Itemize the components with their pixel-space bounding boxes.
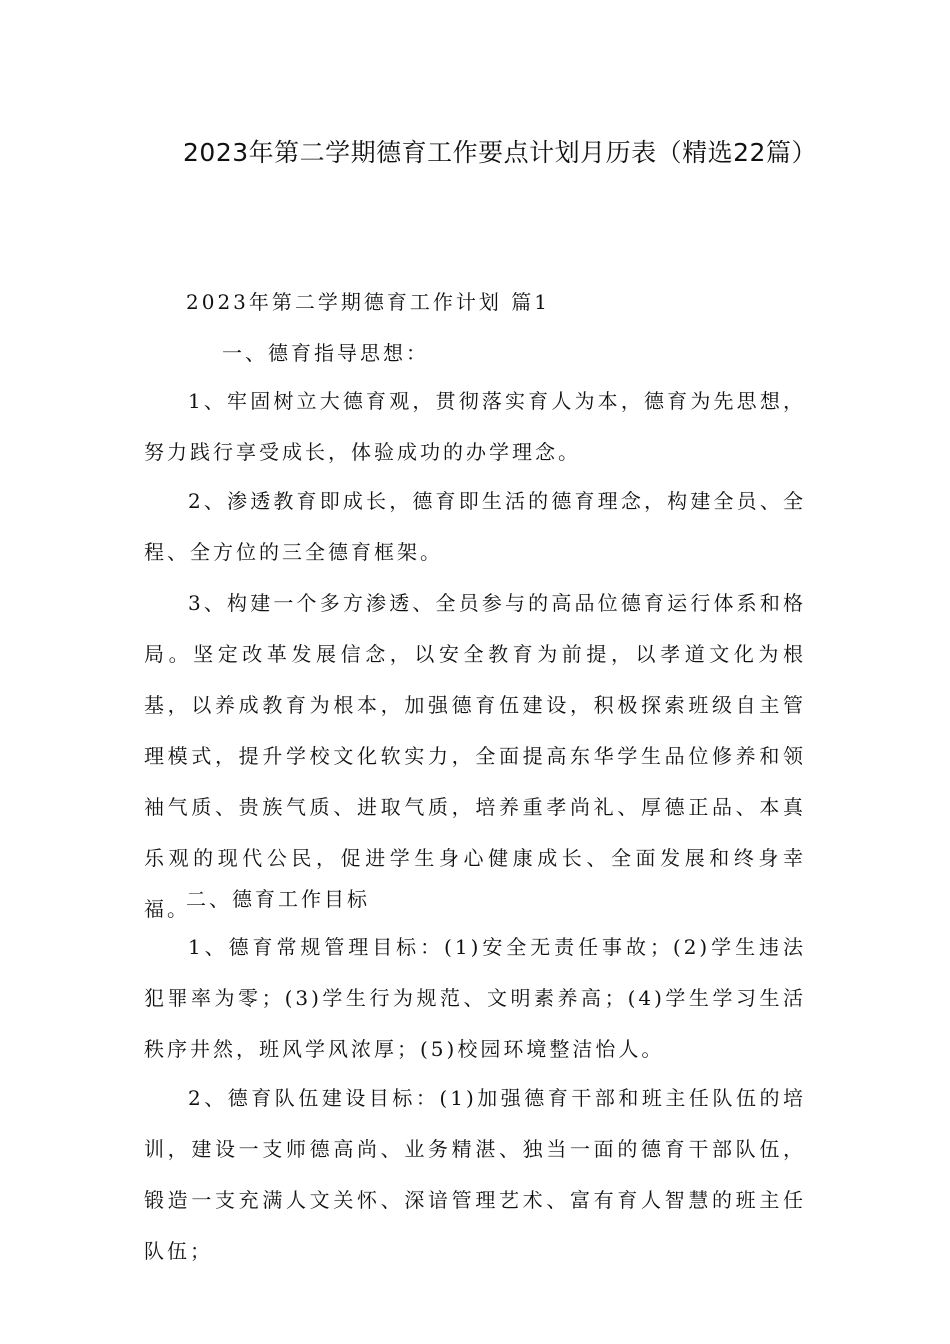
section-heading-guiding-thought: 一、德育指导思想：: [222, 341, 429, 365]
section-heading-work-goals: 二、德育工作目标: [186, 887, 370, 911]
paragraph-4: 1、德育常规管理目标：(1)安全无责任事故；(2)学生违法犯罪率为零；(3)学生行为规范、文明素养高；(4)学生学习生活秩序井然，班风学风浓厚；(5)校园环境整洁怡人。: [144, 935, 806, 1061]
paragraph-1: 1、牢固树立大德育观，贯彻落实育人为本，德育为先思想，努力践行享受成长，体验成功的办学理念。: [144, 389, 806, 464]
document-title: 2023年第二学期德育工作要点计划月历表（精选22篇）: [183, 138, 817, 167]
paragraph-2: 2、渗透教育即成长，德育即生活的德育理念，构建全员、全程、全方位的三全德育框架。: [144, 489, 806, 564]
plan-subtitle: 2023年第二学期德育工作计划 篇1: [186, 290, 550, 314]
paragraph-5: 2、德育队伍建设目标：(1)加强德育干部和班主任队伍的培训，建设一支师德高尚、业务精湛、独当一面的德育干部队伍，锻造一支充满人文关怀、深谙管理艺术、富有育人智慧的班主任队伍；: [144, 1086, 806, 1263]
paragraph-3: 3、构建一个多方渗透、全员参与的高品位德育运行体系和格局。坚定改革发展信念，以安全教育为前提，以孝道文化为根基，以养成教育为根本，加强德育伍建设，积极探索班级自主管理模式，提升学校文化软实力，全面提高东华学生品位修养和领袖气质、贵族气质、进取气质，培养重孝尚礼、厚德正品、本真乐观的现代公民，促进学生身心健康成长、全面发展和终身幸福。: [144, 591, 806, 921]
